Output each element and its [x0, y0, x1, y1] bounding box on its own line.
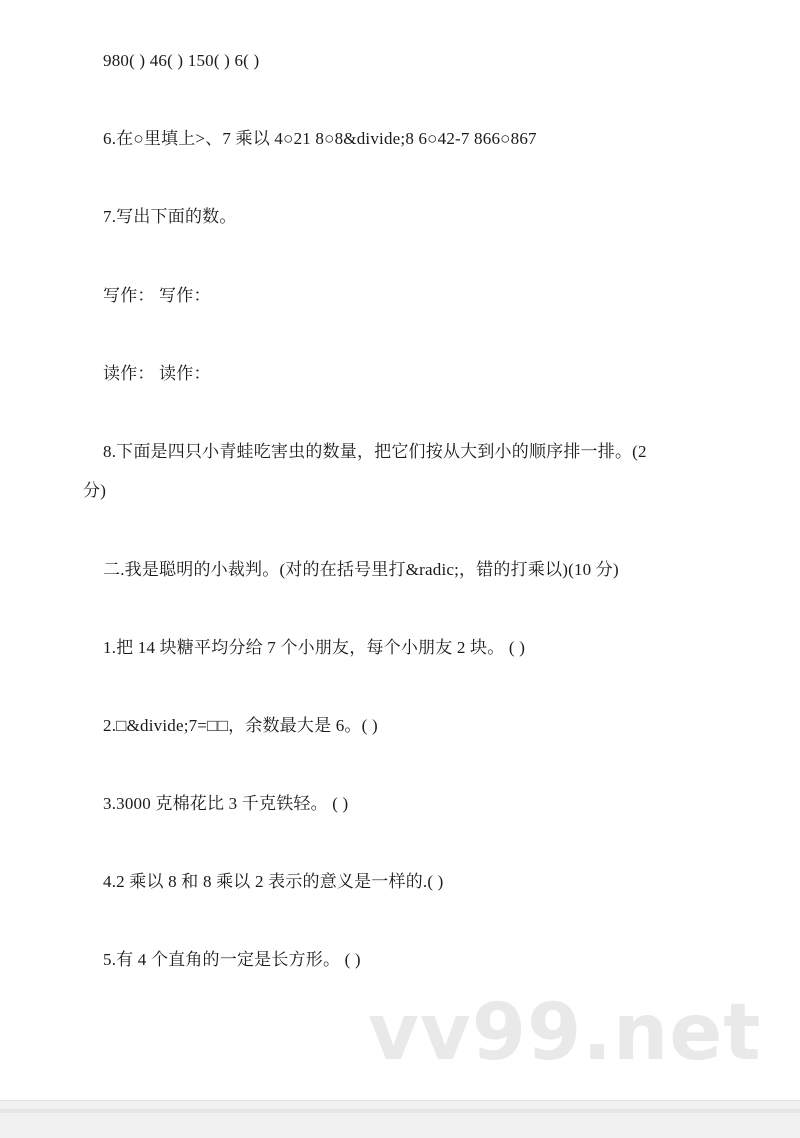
question-8-line-1: 8.下面是四只小青蛙吃害虫的数量，把它们按从大到小的顺序排一排。(2: [103, 442, 647, 461]
judge-item-1: 1.把 14 块糖平均分给 7 个小朋友，每个小朋友 2 块。 ( ): [103, 638, 526, 657]
fill-blank-numbers-line: 980( ) 46( ) 150( ) 6( ): [103, 51, 260, 70]
site-watermark: vv99.net: [368, 988, 762, 1078]
question-7-title: 7.写出下面的数。: [103, 207, 237, 226]
read-as-line: 读作： 读作：: [103, 364, 211, 383]
judge-item-3: 3.3000 克棉花比 3 千克铁轻。 ( ): [103, 794, 349, 813]
section-2-heading: 二.我是聪明的小裁判。(对的在括号里打&radic;，错的打乘以)(10 分): [103, 560, 619, 579]
question-8-line-2: 分): [83, 481, 107, 500]
judge-item-5: 5.有 4 个直角的一定是长方形。 ( ): [103, 950, 361, 969]
page-edge-shadow: [0, 1109, 800, 1113]
question-6-compare: 6.在○里填上>、7 乘以 4○21 8○8&divide;8 6○42-7 866○867: [103, 129, 537, 148]
judge-item-2: 2.□&divide;7=□□，余数最大是 6。( ): [103, 716, 378, 735]
page-bottom-edge: [0, 1100, 800, 1138]
write-as-line: 写作： 写作：: [103, 286, 211, 305]
judge-item-4: 4.2 乘以 8 和 8 乘以 2 表示的意义是一样的.( ): [103, 872, 444, 891]
